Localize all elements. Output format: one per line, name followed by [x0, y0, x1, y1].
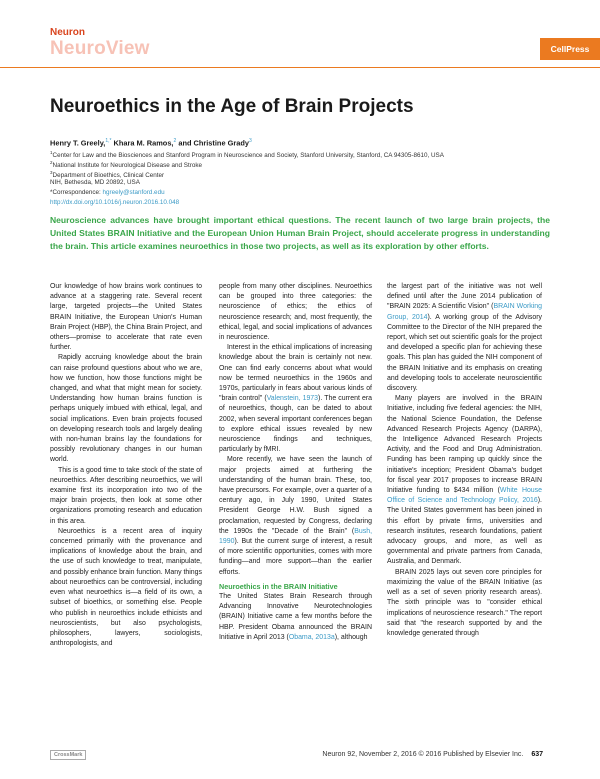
author-1-sup: 1,* — [105, 138, 112, 144]
paragraph: Interest in the ethical implications of increasing knowledge about the brain is certainly not new. One can find early concerns about what would now be termed neuroethics in the 1960s and 1970s, particularly in fears about various kinds of "brain control" (Valenstein, 1973). The current era of neuroethics, though, can be dated to about 2002, when several important conferences began to explore ethical issues revealed by new neuroscience findings and techniques, particularly by fMRI. — [219, 344, 373, 454]
header-divider — [0, 67, 600, 68]
author-2: Khara M. Ramos, — [113, 138, 174, 148]
crossmark-logo[interactable]: CrossMark — [50, 750, 86, 760]
paragraph: This is a good time to take stock of the state of neuroethics. After describing neuroethics, we will examine first its incorporation into two of the major brain projects, then look at some other organizations promoting research and education in this area. — [50, 466, 202, 525]
paragraph: Neuroethics is a recent area of inquiry concerned primarily with the provenance and implications of knowledge about the brain, and the use of such knowledge to treat, manipulate, and possibly enhance brain function. Many things about neuroethics can be controversial, including even what neuroethics is—a field of its own, a subset of bioethics, or something else. People who publish in neuroethics include ethicists and neuroscientists, but also psychologists, philosophers, lawyers, sociologists, anthropologists, and — [50, 527, 202, 648]
affiliation-1: $^1$Center for Law and the Biosciences and Stanford Program in Neuroscience and Society, Stanford University, Stanford, CA 94305-8610, USA — [50, 150, 444, 160]
author-1: Henry T. Greely, — [50, 138, 106, 148]
journal-name: Neuron — [50, 27, 85, 38]
correspondence-email[interactable]: hgreely@stanford.edu — [102, 189, 165, 196]
section-heading: Neuroethics in the BRAIN Initiative — [219, 581, 338, 591]
citation-link[interactable]: Obama, 2013a — [288, 633, 335, 641]
body-column-2 — [219, 282, 372, 643]
publisher-logo: CellPress — [540, 38, 600, 60]
paragraph: The United States Brain Research through Advancing Innovative Neurotechnologies (BRAIN) Initiative came a few months before the HBP. President Obama announced the BRAIN Initiative in April 2013 (Obama, 2013a), although — [219, 592, 372, 641]
correspondence: *Correspondence: hgreely@stanford.edu — [50, 189, 165, 196]
paragraph: BRAIN 2025 lays out seven core principles for maximizing the value of the BRAIN Initiative (as well as a set of seven priority research areas). The sixth principle was to "consider ethical implications of neuroscience research." The report said that "the research supported by and the knowledge generated through — [387, 568, 542, 637]
author-3-sup: 3 — [248, 138, 252, 144]
citation-link[interactable]: White House Office of Science and Technology Policy, 2016 — [387, 487, 542, 505]
author-list — [50, 138, 252, 147]
author-2-sup: 2 — [173, 138, 177, 144]
page-footer — [322, 751, 543, 758]
paragraph: people from many other disciplines. Neuroethics can be grouped into three categories: the neuroscience of ethics; the ethics of neuroscience research; and, most frequently, the ethical, legal, and social implications of advances in neuroscience. — [219, 283, 372, 342]
affiliation-3: $^3$Department of Bioethics, Clinical Center — [50, 170, 165, 180]
doi-link: http://dx.doi.org/10.1016/j.neuron.2016.10.048 — [50, 199, 180, 206]
page-number: 637 — [531, 751, 543, 758]
affiliation-2: $^2$National Institute for Neurological Disease and Stroke — [50, 160, 202, 170]
body-column-1 — [50, 282, 202, 649]
paragraph: Our knowledge of how brains work continues to advance at a staggering rate. Several recent large, targeted projects—the United States BRAIN Initiative, the European Union's Human Brain Project (HBP), the China Brain Project, and others—promise to accelerate that rate even further. — [50, 283, 202, 352]
article-title: Neuroethics in the Age of Brain Projects — [50, 96, 414, 117]
footer-citation: Neuron 92, November 2, 2016 © 2016 Published by Elsevier Inc. — [322, 751, 524, 758]
citation-link[interactable]: BRAIN Working Group, 2014 — [387, 303, 543, 321]
paragraph: the largest part of the initiative was not well defined until after the June 2014 publication of "BRAIN 2025: A Scientific Vision" (BRAIN Working Group, 2014). A working group of the Advisory Committee to the Director of the NIH prepared the report, which set out scientific goals for the project and developed a specific plan for achieving these goals. This plan has guided the NIH component of the BRAIN Initiative and its emphasis on creating and developing tools to accelerate neuroscientific discovery. — [387, 283, 543, 393]
affiliation-4: NIH, Bethesda, MD 20892, USA — [50, 179, 140, 186]
body-column-3 — [387, 282, 542, 639]
citation-link[interactable]: Bush, 1990 — [219, 527, 372, 546]
paragraph: Many players are involved in the BRAIN Initiative, including five federal agencies: the NIH, the National Science Foundation, the Defense Advanced Research Projects Agency (DARPA), the Intelligence Advanced Research Projects Activity, and the Food and Drug Administration. Funding has been ramping up quickly since the initiative's inception; President Obama's budget for fiscal year 2017 proposes to increase BRAIN Initiative funding to $434 million (White House Office of Science and Technology Policy, 2016). The United States government has been joined in this effort by private firms, universities and research institutes, research foundations, patient advocacy groups, and more, as well as governmental and private partners from Canada, Australia, and Denmark. — [387, 395, 542, 566]
section-name: NeuroView — [50, 38, 150, 59]
citation-link[interactable]: Valenstein, 1973 — [266, 395, 319, 403]
paragraph: More recently, we have seen the launch of major projects aimed at furthering the understanding of the human brain. These, too, have precursors. For example, over a quarter of a century ago, in July 1990, United States President George H.W. Bush signed a proclamation, requested by Congress, declaring the 1990s the "Decade of the Brain" (Bush, 1990). But the current surge of interest, a result of more scientific opportunities, comes with more funding—and more support—than the earlier efforts. — [219, 456, 372, 576]
author-3: and Christine Grady — [178, 138, 249, 148]
abstract: Neuroscience advances have brought important ethical questions. The recent launch of two large brain projects, the United States BRAIN Initiative and the European Union Human Brain Project, should accelerate progress in understanding the brain. This article examines neuroethics in those two projects, as well as its exploration by other efforts. — [50, 215, 550, 251]
paragraph: Rapidly accruing knowledge about the brain can raise profound questions about who we are, how we function, how those functions might be changed, and what that might mean for society. Understanding how human brains function is perhaps uniquely imbued with ethical, legal, and social implications. Even brain projects focused on developing research tools and largely dealing with non-human brains lay the foundations for possibly revolutionary changes in our human world. — [50, 354, 202, 464]
